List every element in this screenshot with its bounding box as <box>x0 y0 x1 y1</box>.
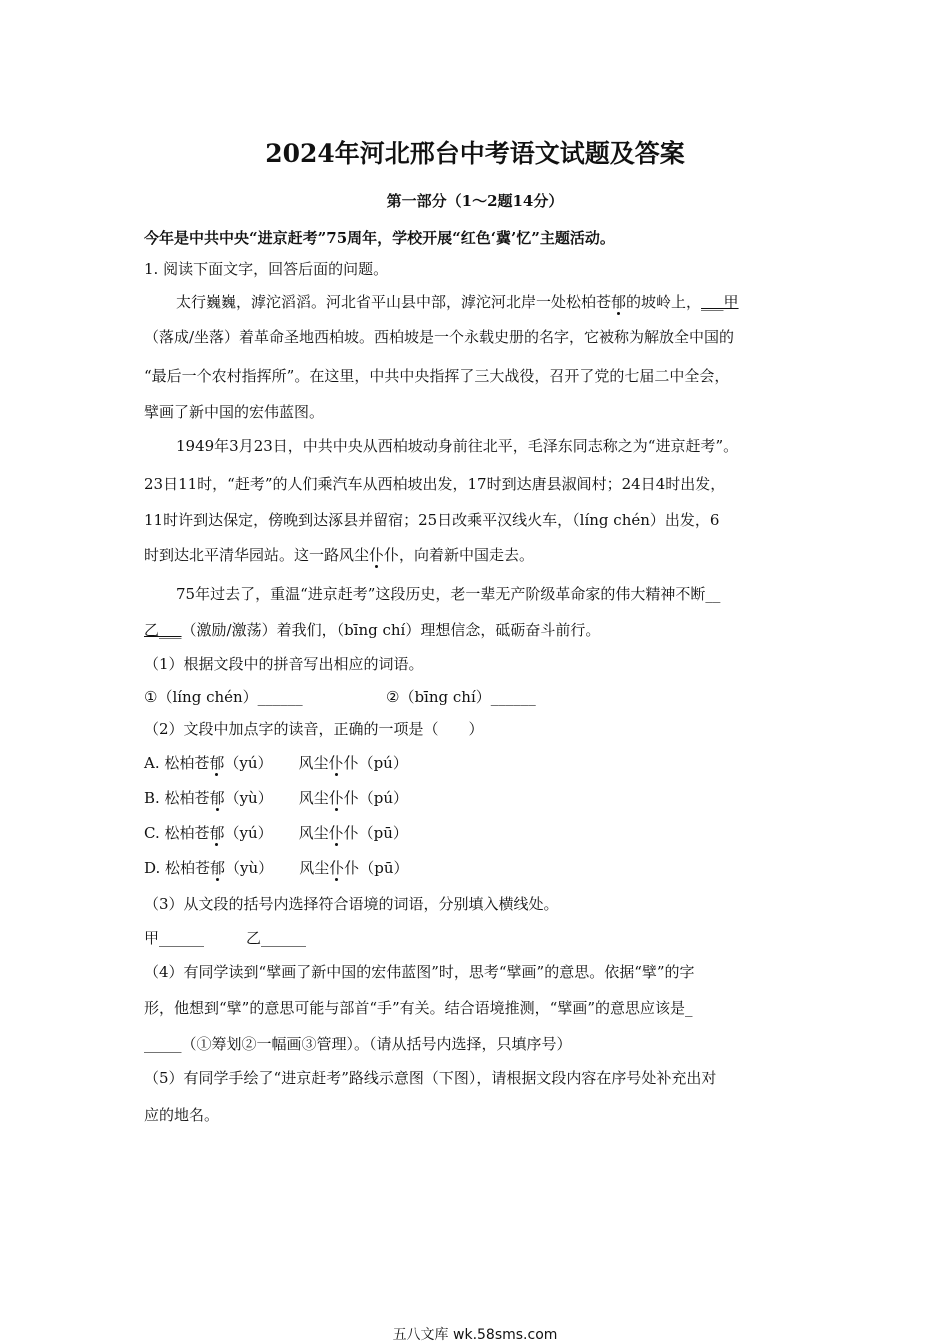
passage-p3-line1: 75年过去了，重温“进京赶考”这段历史，老一辈无产阶级革命家的伟大精神不断__ <box>176 585 721 603</box>
dotted-char: 仆 <box>329 859 345 877</box>
option-b <box>144 788 408 808</box>
passage-p1-line2: （落成/坐落）着革命圣地西柏坡。西柏坡是一个永载史册的名字，它被称为解放全中国的 <box>144 328 735 346</box>
option-reading: 仆（pú） <box>343 789 409 807</box>
option-label: A. 松柏苍 <box>144 754 210 772</box>
text-span: 太行巍巍，滹沱滔滔。河北省平山县中部，滹沱河北岸一处松柏苍 <box>176 293 612 311</box>
passage-p3-line2 <box>144 620 600 640</box>
subquestion-3-answer-yi: 乙______ <box>246 929 307 947</box>
passage-p2-line3: 11时许到达保定，傍晚到达涿县并留宿；25日改乘平汉线火车，（líng chén）出发，6 <box>144 511 720 529</box>
blank-jia: ___甲 <box>701 293 739 311</box>
option-a <box>144 753 408 773</box>
option-reading: （yú） <box>224 824 273 842</box>
dotted-char: 郁 <box>210 859 226 877</box>
dotted-char: 仆 <box>328 789 344 807</box>
blank-yi: 乙___ <box>144 621 182 639</box>
dotted-char: 仆 <box>328 824 344 842</box>
option-text: 风尘 <box>298 789 329 807</box>
option-text: 风尘 <box>298 754 329 772</box>
dotted-char: 郁 <box>209 824 225 842</box>
dotted-char: 郁 <box>611 293 627 311</box>
dotted-char: 仆 <box>328 754 344 772</box>
dotted-char: 仆 <box>369 546 385 564</box>
option-c <box>144 823 408 843</box>
question-1-heading: 1. 阅读下面文字，回答后面的问题。 <box>144 260 389 278</box>
option-label: B. 松柏苍 <box>144 789 210 807</box>
subquestion-5-line2: 应的地名。 <box>144 1106 220 1124</box>
subquestion-3-answer-jia: 甲______ <box>144 929 205 947</box>
text-span: 时到达北平清华园站。这一路风尘 <box>144 546 370 564</box>
option-label: D. 松柏苍 <box>144 859 211 877</box>
option-reading: 仆（pú） <box>343 754 408 772</box>
option-reading: （yù） <box>224 789 273 807</box>
passage-p2-line1: 1949年3月23日，中共中央从西柏坡动身前往北平，毛泽东同志称之为“进京赶考”。 <box>176 437 739 455</box>
option-reading: （yù） <box>225 859 274 877</box>
subquestion-1-answer-b: ②（bīng chí）______ <box>386 688 536 706</box>
subquestion-4-line1: （4）有同学读到“擘画了新中国的宏伟蓝图”时，思考“擘画”的意思。依据“擘”的字 <box>144 963 695 981</box>
passage-p2-line4 <box>144 545 534 565</box>
text-span: （激励/激荡）着我们，（bīng chí）理想信念，砥砺奋斗前行。 <box>181 621 601 639</box>
subquestion-4-line3: _____（①筹划②一幅画③管理）。（请从括号内选择，只填序号） <box>144 1035 572 1053</box>
option-reading: 仆（pū） <box>344 859 409 877</box>
page-title: 2024年河北邢台中考语文试题及答案 <box>265 139 685 168</box>
dotted-char: 郁 <box>209 789 225 807</box>
option-reading: （yú） <box>224 754 273 772</box>
subquestion-5-line1: （5）有同学手绘了“进京赶考”路线示意图（下图），请根据文段内容在序号处补充出对 <box>144 1069 717 1087</box>
text-span: 的坡岭上， <box>626 293 702 311</box>
passage-p1-line1 <box>176 292 739 312</box>
passage-p2-line2: 23日11时，“赶考”的人们乘汽车从西柏坡出发，17时到达唐县淑闾村；24日4时出发， <box>144 475 726 493</box>
option-text: 风尘 <box>298 824 329 842</box>
subquestion-4-line2: 形，他想到“擘”的意思可能与部首“手”有关。结合语境推测，“擘画”的意思应该是_ <box>144 999 693 1017</box>
passage-p1-line3: “最后一个农村指挥所”。在这里，中共中央指挥了三大战役，召开了党的七届二中全会， <box>144 367 730 385</box>
subquestion-1-answer-a: ①（líng chén）______ <box>144 688 303 706</box>
option-d <box>144 858 408 878</box>
section-heading: 第一部分（1～2题14分） <box>386 192 564 210</box>
intro-line: 今年是中共中央“进京赶考”75周年，学校开展“红色‘冀’忆”主题活动。 <box>144 229 615 247</box>
option-reading: 仆（pū） <box>343 824 408 842</box>
option-text: 风尘 <box>299 859 330 877</box>
passage-p1-line4: 擘画了新中国的宏伟蓝图。 <box>144 403 325 421</box>
subquestion-1: （1）根据文段中的拼音写出相应的词语。 <box>144 655 424 673</box>
text-span: 仆，向着新中国走去。 <box>384 546 535 564</box>
subquestion-3: （3）从文段的括号内选择符合语境的词语，分别填入横线处。 <box>144 895 559 913</box>
subquestion-2: （2）文段中加点字的读音，正确的一项是（ ） <box>144 720 484 738</box>
footer-watermark: 五八文库 wk.58sms.com <box>392 1327 558 1343</box>
dotted-char: 郁 <box>209 754 225 772</box>
option-label: C. 松柏苍 <box>144 824 210 842</box>
